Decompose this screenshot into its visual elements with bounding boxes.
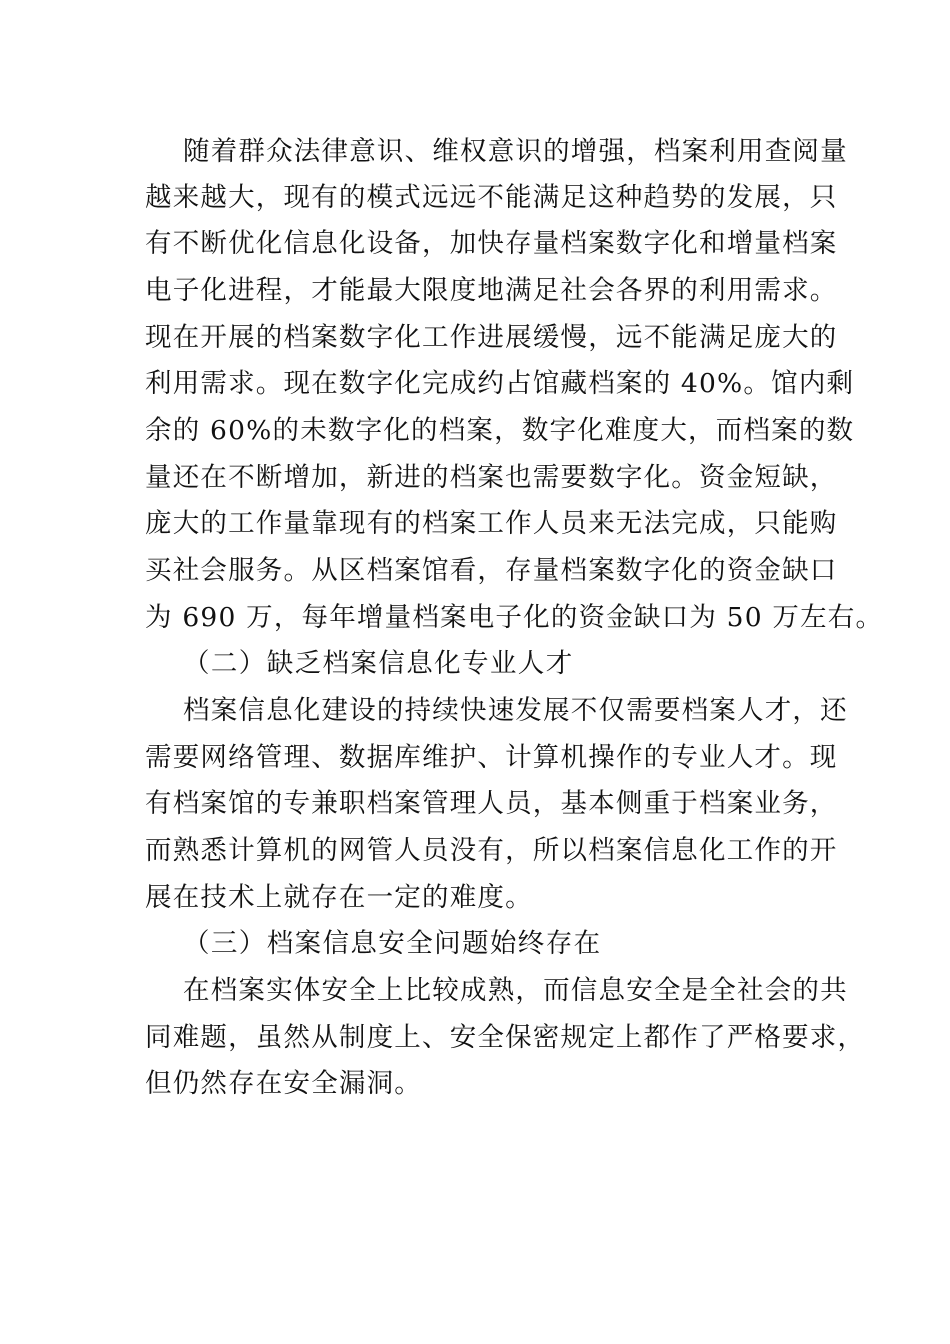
paragraph-line: 越来越大，现有的模式远远不能满足这种趋势的发展，只 — [145, 182, 838, 213]
paragraph-line: 随着群众法律意识、维权意识的增强，档案利用查阅量 — [183, 136, 848, 167]
paragraph-line: 而熟悉计算机的网管人员没有，所以档案信息化工作的开 — [145, 835, 838, 866]
paragraph-line: 买社会服务。从区档案馆看，存量档案数字化的资金缺口 — [145, 555, 838, 586]
paragraph-line: 利用需求。现在数字化完成约占馆藏档案的 40%。馆内剩 — [145, 368, 855, 399]
paragraph-line: 在档案实体安全上比较成熟，而信息安全是全社会的共 — [183, 975, 848, 1006]
paragraph-line: 庞大的工作量靠现有的档案工作人员来无法完成，只能购 — [145, 508, 838, 539]
paragraph-line: 有不断优化信息化设备，加快存量档案数字化和增量档案 — [145, 228, 838, 259]
paragraph-line: 电子化进程，才能最大限度地满足社会各界的利用需求。 — [145, 275, 838, 306]
paragraph-line: 现在开展的档案数字化工作进展缓慢，远不能满足庞大的 — [145, 322, 838, 353]
paragraph-line: 量还在不断增加，新进的档案也需要数字化。资金短缺， — [145, 462, 838, 493]
paragraph-line: 为 690 万，每年增量档案电子化的资金缺口为 50 万左右。 — [145, 602, 884, 633]
paragraph-line: 展在技术上就存在一定的难度。 — [145, 882, 533, 913]
paragraph-line: 有档案馆的专兼职档案管理人员，基本侧重于档案业务， — [145, 788, 838, 819]
paragraph-line: 需要网络管理、数据库维护、计算机操作的专业人才。现 — [145, 742, 838, 773]
paragraph-line: 但仍然存在安全漏洞。 — [145, 1068, 422, 1099]
section-heading: （二）缺乏档案信息化专业人才 — [183, 648, 574, 679]
paragraph-line: 同难题，虽然从制度上、安全保密规定上都作了严格要求， — [145, 1022, 866, 1053]
section-heading: （三）档案信息安全问题始终存在 — [183, 928, 602, 959]
paragraph-line: 余的 60%的未数字化的档案，数字化难度大，而档案的数 — [145, 415, 855, 446]
paragraph-line: 档案信息化建设的持续快速发展不仅需要档案人才，还 — [183, 695, 848, 726]
